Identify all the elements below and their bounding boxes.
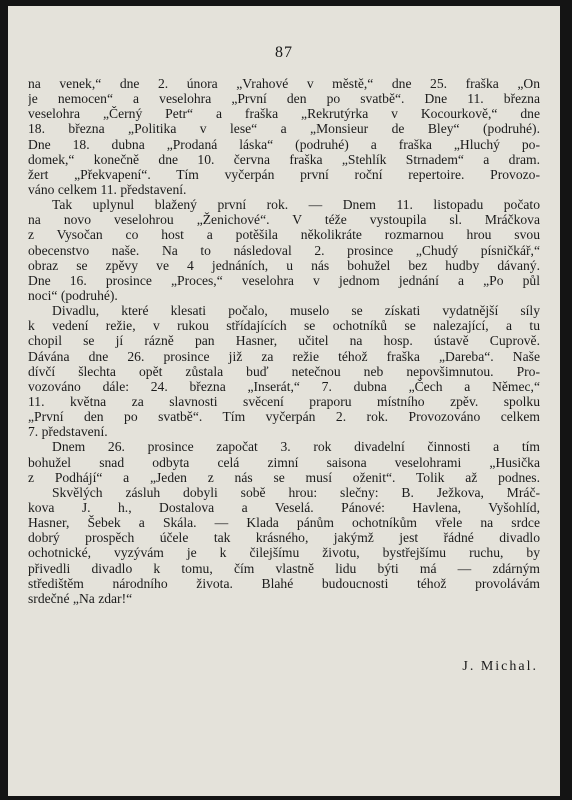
author-signature: J. Michal. [462,659,538,674]
text-line: ochotnické, vyzývám je k čilejšímu životu, bystřejšímu ruchu, by [28,545,540,561]
text-line: Divadlu, které klesati počalo, muselo se získati vydatnější síly [52,303,540,319]
text-line: k vedení režie, v rukou střídajících se ochotníků se nalezající, a tu [28,318,540,334]
text-line: 7. představení. [28,424,108,440]
text-line: Tak uplynul blažený první rok. — Dnem 11. listopadu počato [52,197,540,213]
text-line: chopil se jí rázně pan Hasner, učitel na hosp. ústavě Cuprově. [28,333,540,349]
text-line: žert „Překvapení“. Tím vyčerpán první roční repertoire. Provozo- [28,166,540,182]
text-line: na venek,“ dne 2. února „Vrahové v městě,“ dne 25. fraška „On [28,76,540,91]
text-line: Dne 18. dubna „Prodaná láska“ (podruhé) a fraška „Hluchý po- [28,136,540,152]
text-line: bohužel snad odbyta celá zimní saisona veselohrami „Husička [28,454,540,470]
text-line: obraz se zpěvy ve 4 jednáních, u nás bohužel bez hudby dávaný. [28,257,540,273]
text-line: přivedli divadlo k tomu, čím vlastně lidu býti má — zdárným [28,560,540,576]
text-line: „První den po svatbě“. Tím vyčerpán 2. rok. Provozováno celkem [28,409,540,425]
text-line: kova J. h., Dostalova a Veselá. Pánové: Havlena, Vyšohlíd, [28,499,540,515]
text-line: noci“ (podruhé). [28,287,118,303]
text-line: 18. března „Politika v lese“ a „Monsieur de Bley“ (podruhé). [28,121,540,137]
text-line: Dávána dne 26. prosince již za režie téhož fraška „Dareba“. Naše [28,348,540,364]
text-line: je nemocen“ a veselohra „První den po svatbě“. Dne 11. března [28,91,540,107]
text-line: srdečné „Na zdar!“ [28,590,133,606]
text-line: 11. května za slavnosti svěcení praporu místního zpěv. spolku [28,393,540,409]
page-number: 87 [275,44,293,61]
text-line: dívčí šlechta opět zůstala buď netečnou neb nepovšimnutou. Pro- [28,363,540,379]
text-line: obecenstvo naše. Na to následoval 2. prosince „Chudý písničkář,“ [28,242,540,258]
text-line: vozováno dále: 24. března „Inserát,“ 7. dubna „Čech a Němec,“ [28,378,540,394]
text-line: z Podhájí“ a „Jeden z nás se musí oženit“. Tolik až podnes. [28,469,540,485]
text-line: domek,“ konečně dne 10. června fraška „Stehlík Strnadem“ a dram. [28,151,540,167]
text-line: váno celkem 11. představení. [28,181,187,197]
text-line: Hasner, Šebek a Skála. — Klada pánům ochotníkům vřele na srdce [28,515,540,531]
text-line: z Vysočan co host a potěšila několikráte rozmarnou hrou svou [28,227,540,243]
text-line: dobrý prospěch účele tak krásného, jakýmž jest řádné divadlo [28,530,540,546]
text-line: středištěm národního života. Blahé budoucnosti téhož provolávám [28,575,540,591]
text-line: veselohra „Černý Petr“ a fraška „Rekrutýrka v Kocourkově,“ dne [28,106,540,122]
text-line: Skvělých zásluh dobyli sobě hrou: slečny: B. Ježkova, Mráč- [52,484,540,500]
body-text [28,76,540,606]
text-line: Dne 16. prosince „Proces,“ veselohra v jednom jednání a „Po půl [28,272,540,288]
text-line: na novo veselohrou „Ženichové“. V téže vystoupila sl. Mráčkova [28,212,540,228]
book-page [8,6,560,796]
text-line: Dnem 26. prosince započat 3. rok divadelní činnosti a tím [52,439,540,455]
